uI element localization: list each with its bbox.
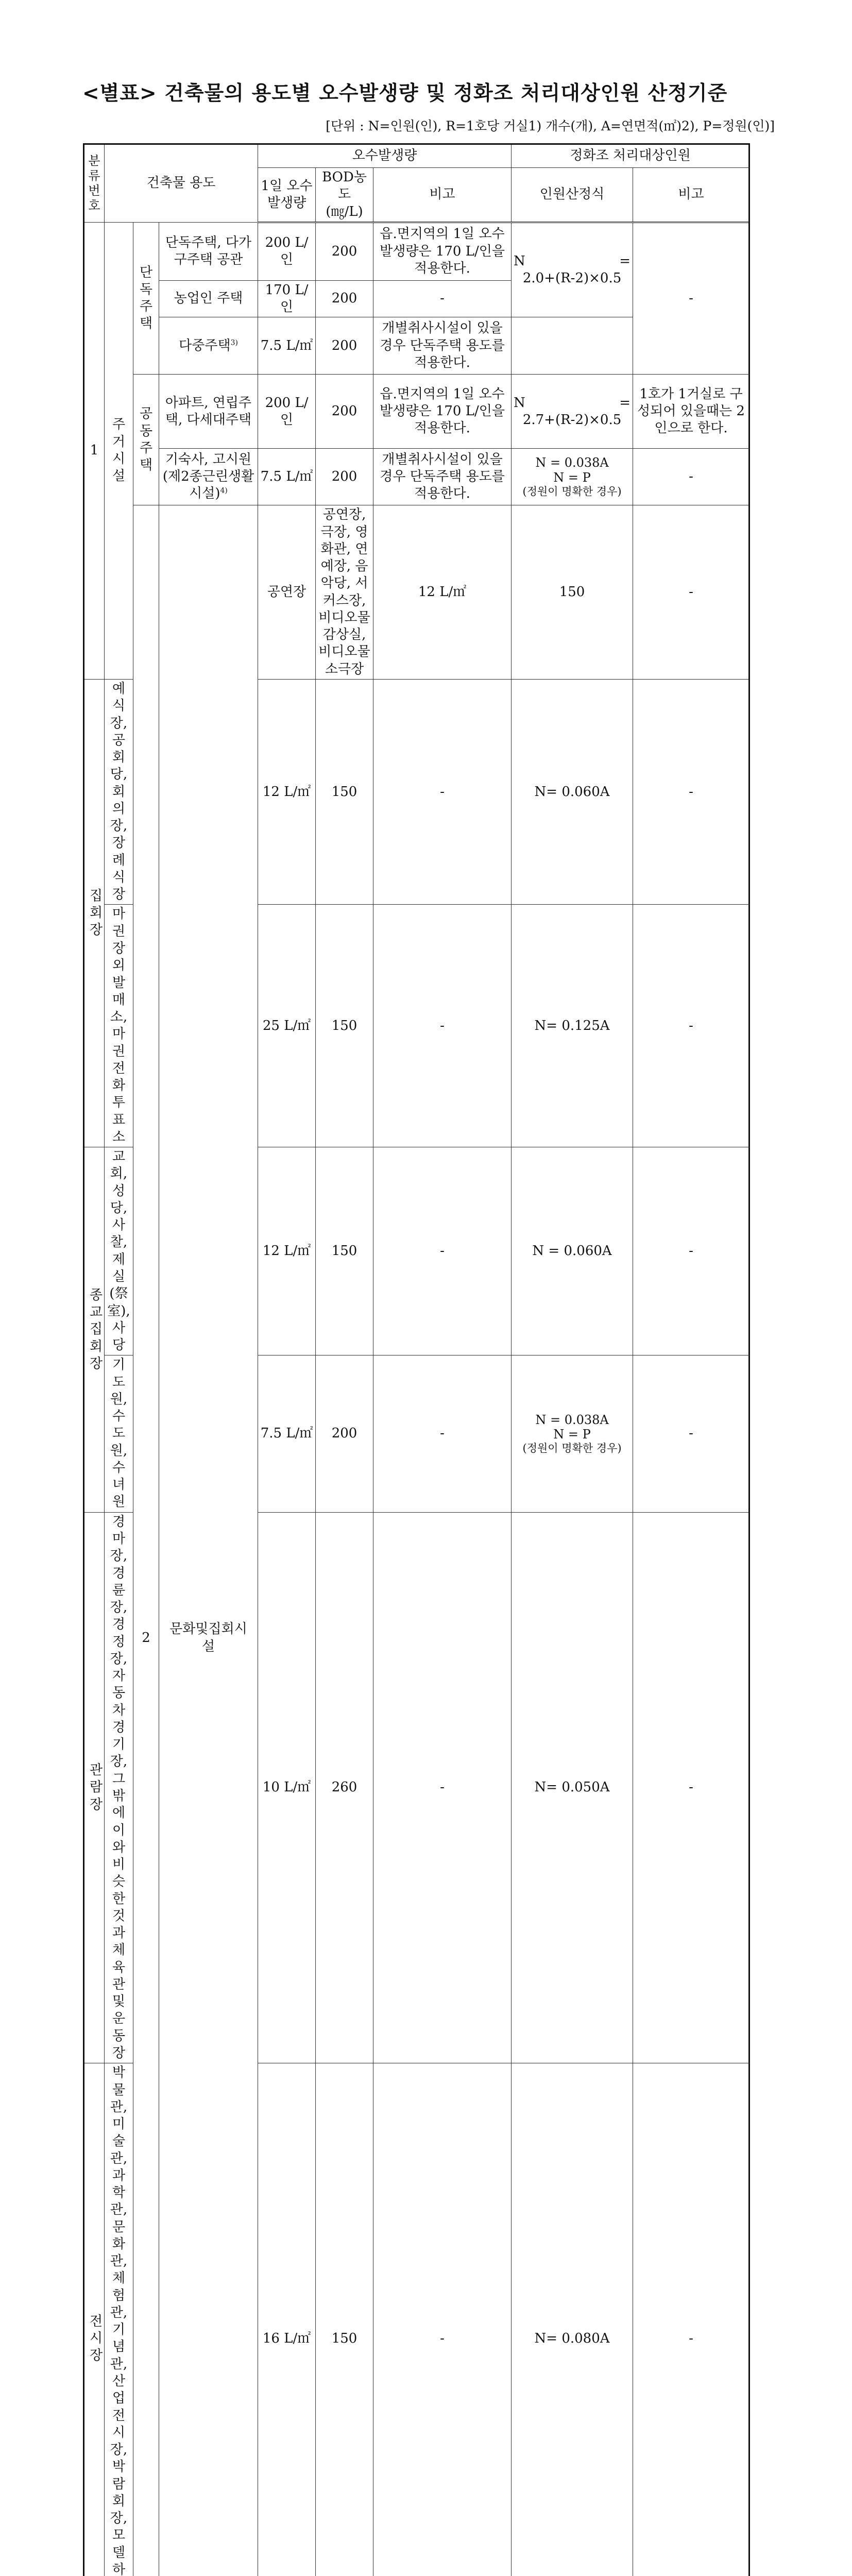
bod-value: 200 [316,222,373,280]
header-bod: BOD농도 (㎎/L) [316,168,373,223]
group-no: 1 [84,222,105,679]
building-use: 단독주택, 다가구주택 공관 [159,222,258,280]
daily-sewage: 12 L/㎡ [373,505,512,680]
sewage-standard-table [83,143,750,2576]
header-daily-sewage: 1일 오수 발생량 [258,168,316,223]
subgroup-name: 단독주택 [133,222,159,375]
remark: - [373,905,512,1147]
formula: N= 0.050A [512,1512,633,2063]
remark2: - [633,1147,749,1355]
building-use [159,449,258,505]
building-use: 아파트, 연립주택, 다세대주택 [159,375,258,449]
daily-sewage: 7.5 L/㎡ [258,449,316,505]
remark2: - [633,2063,749,2576]
group-name: 주거시설 [105,222,133,679]
remark: - [373,1355,512,1512]
formula: N= 0.060A [512,679,633,904]
building-use: 박물관, 미술관, 과학관, 문화관, 체험관, 기념관, 산업전시장, 박람회장, 모델하 [105,2063,133,2576]
formula-expr: 2.0+(R-2)×0.5 [522,270,622,286]
remark2: - [633,449,749,505]
formula [512,1355,633,1512]
header-septic-target: 정화조 처리대상인원 [512,144,749,168]
bod-value: 200 [316,1355,373,1512]
subgroup-name: 전시장 [84,2063,105,2576]
daily-sewage: 12 L/㎡ [258,679,316,904]
daily-sewage: 7.5 L/㎡ [258,1355,316,1512]
remark: - [633,505,749,680]
formula-note: (정원이 명확한 경우) [522,1442,622,1455]
remark: 개별취사시설이 있을 경우 단독주택 용도를 적용한다. [373,449,512,505]
formula-eq: = [619,395,631,411]
formula-eq: = [619,253,631,269]
formula-line: N = P [553,470,591,485]
group-name: 문화및집회시설 [159,505,258,2576]
header-remarks: 비고 [373,168,512,223]
subgroup-name: 집회장 [84,679,105,1147]
subgroup-name: 종교집회장 [84,1147,105,1513]
bod-value: 200 [316,449,373,505]
formula: N= 0.125A [512,905,633,1147]
formula: N= 0.080A [512,2063,633,2576]
header-building-use: 건축물 용도 [105,144,258,223]
building-use [159,317,258,375]
formula-line: N = P [553,1427,591,1442]
formula [512,449,633,505]
remark: 읍.면지역의 1일 오수발생량은 170 L/인을 적용한다. [373,222,512,280]
remark: - [373,2063,512,2576]
daily-sewage: 170 L/인 [258,280,316,317]
formula-note: (정원이 명확한 경우) [522,485,622,498]
remark2: 1호가 1거실로 구성되어 있을때는 2인으로 한다. [633,375,749,449]
daily-sewage: 7.5 L/㎡ [258,317,316,375]
remark: - [373,1147,512,1355]
formula-n: N [514,253,525,269]
formula-empty [512,317,633,375]
page-title: <별표> 건축물의 용도별 오수발생량 및 정화조 처리대상인원 산정기준 [82,81,728,105]
remark2: - [633,1355,749,1512]
remark: - [373,1512,512,2063]
remark: 개별취사시설이 있을 경우 단독주택 용도를 적용한다. [373,317,512,375]
remark2: - [633,1512,749,2063]
bod-value: 150 [316,905,373,1147]
bod-value: 260 [316,1512,373,2063]
bod-value: 150 [316,679,373,904]
subgroup-name: 공동주택 [133,375,159,505]
remark: - [373,280,512,317]
building-use: 마권장외발매소, 마권전화투표소 [105,905,133,1147]
bod-value: 150 [316,2063,373,2576]
building-use-text: 다중주택 [179,337,231,353]
building-use: 경마장, 경륜장, 경정장, 자동차 경기장, 그 밖에 이와 비슷한 것과 체육관 및 운동장 [105,1512,133,2063]
formula-n: N [514,395,525,411]
building-use: 농업인 주택 [159,280,258,317]
bod-value: 200 [316,317,373,375]
footnote-mark: 3) [230,338,238,347]
daily-sewage: 25 L/㎡ [258,905,316,1147]
formula-line: N = 0.038A [535,1412,609,1427]
daily-sewage: 10 L/㎡ [258,1512,316,2063]
group-no: 2 [133,505,159,2576]
daily-sewage: 200 L/인 [258,222,316,280]
remark2: - [633,222,749,375]
daily-sewage: 12 L/㎡ [258,1147,316,1355]
formula [512,222,633,317]
footnote-mark: 4) [220,486,228,495]
remark: - [373,679,512,904]
subgroup-name: 공연장 [258,505,316,680]
header-formula: 인원산정식 [512,168,633,223]
building-use: 교회, 성당, 사찰, 제실(祭室), 사당 [105,1147,133,1355]
bod-value: 200 [316,375,373,449]
formula: N = 0.060A [512,1147,633,1355]
formula-line: N = 0.038A [535,455,609,470]
building-use: 예식장, 공회당, 회의장, 장례식장 [105,679,133,904]
daily-sewage: 200 L/인 [258,375,316,449]
daily-sewage: 16 L/㎡ [258,2063,316,2576]
remark2: - [633,905,749,1147]
subgroup-name: 관람장 [84,1512,105,2063]
header-remarks2: 비고 [633,168,749,223]
bod-value: 150 [316,1147,373,1355]
remark2: - [633,679,749,904]
unit-note: [단위 : N=인원(인), R=1호당 거실1) 개수(개), A=연면적(㎡)2), P=정원(인)] [326,118,775,133]
header-class-no: 분류번호 [84,144,105,223]
building-use: 공연장, 극장, 영화관, 연예장, 음악당, 서커스장, 비디오물감상실, 비디오물소극장 [316,505,373,680]
bod-value: 150 [512,505,633,680]
formula [512,375,633,449]
header-sewage-generation: 오수발생량 [258,144,512,168]
building-use-text: 기숙사, 고시원 (제2종근린생활시설) [162,451,254,502]
bod-value: 200 [316,280,373,317]
remark: 읍.면지역의 1일 오수발생량은 170 L/인을 적용한다. [373,375,512,449]
building-use: 기도원, 수도원, 수녀원 [105,1355,133,1512]
formula-expr: 2.7+(R-2)×0.5 [522,412,622,428]
